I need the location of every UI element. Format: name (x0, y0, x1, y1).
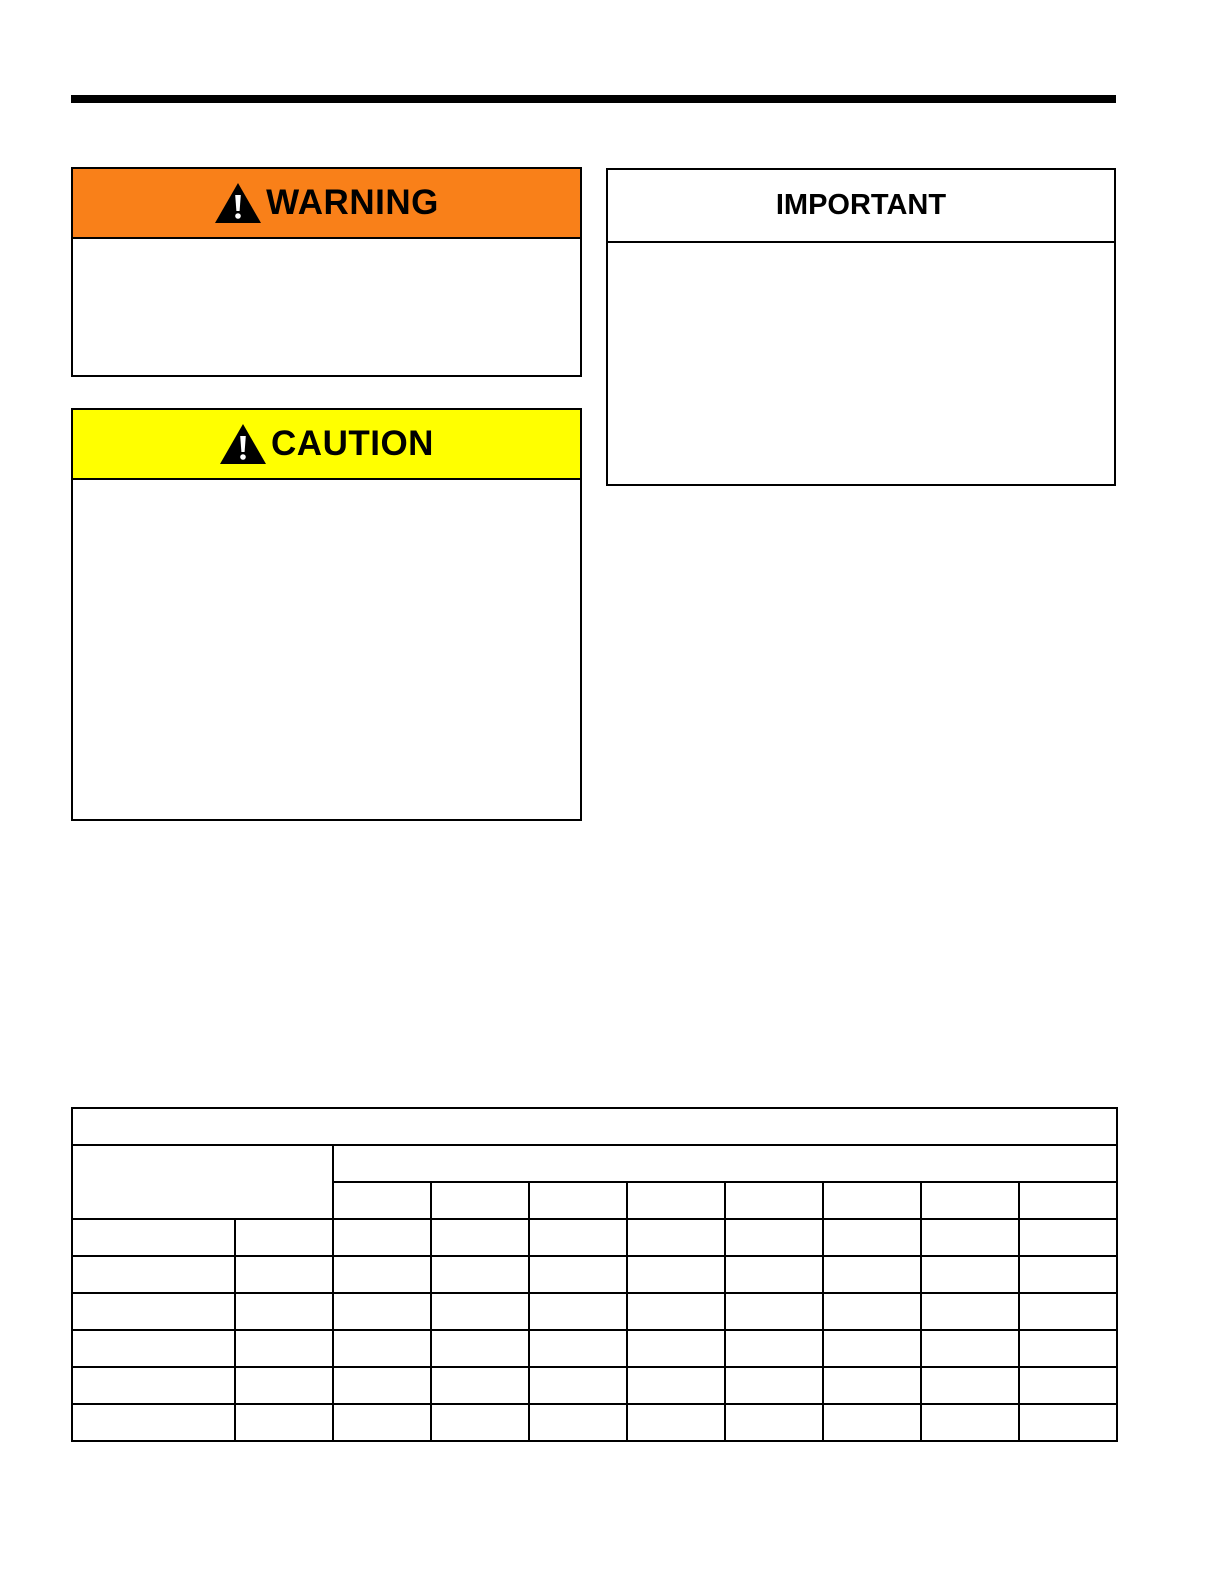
table-cell (72, 1293, 235, 1330)
warning-box (71, 167, 582, 377)
table-row (72, 1367, 1117, 1404)
table-cell (921, 1256, 1019, 1293)
table-cell (431, 1404, 529, 1441)
table-subheader-cell (823, 1182, 921, 1219)
caution-box (71, 408, 582, 821)
table-cell (921, 1367, 1019, 1404)
table-cell (823, 1367, 921, 1404)
table-subheader-cell (333, 1182, 431, 1219)
table-subheader-cell (921, 1182, 1019, 1219)
warning-header (73, 169, 580, 239)
table-cell (333, 1404, 431, 1441)
table-cell (529, 1219, 627, 1256)
table-cell (72, 1219, 235, 1256)
table-cell (1019, 1293, 1117, 1330)
table-cell (725, 1219, 823, 1256)
table-cell (529, 1293, 627, 1330)
table-cell (235, 1367, 333, 1404)
table-cell (333, 1256, 431, 1293)
table-cell (431, 1293, 529, 1330)
table-cell (725, 1404, 823, 1441)
table-subheader-cell (1019, 1182, 1117, 1219)
table-header-row (72, 1145, 1117, 1182)
table-subheader-cell (725, 1182, 823, 1219)
caution-title: CAUTION (271, 424, 434, 463)
table-cell (823, 1219, 921, 1256)
top-rule (71, 95, 1116, 103)
table-cell (627, 1404, 725, 1441)
caution-triangle-icon (219, 423, 267, 465)
table-cell (72, 1330, 235, 1367)
table-cell (823, 1256, 921, 1293)
table-cell (333, 1367, 431, 1404)
table-cell (725, 1330, 823, 1367)
table-cell (235, 1330, 333, 1367)
table-cell (1019, 1330, 1117, 1367)
table-row (72, 1404, 1117, 1441)
table-cell (1019, 1256, 1117, 1293)
spec-table-body (72, 1108, 1117, 1441)
table-cell (627, 1293, 725, 1330)
table-cell (921, 1293, 1019, 1330)
table-cell (627, 1219, 725, 1256)
table-row (72, 1219, 1117, 1256)
table-cell (431, 1330, 529, 1367)
table-cell (823, 1293, 921, 1330)
table-cell (1019, 1404, 1117, 1441)
table-cell (333, 1219, 431, 1256)
caution-header (73, 410, 580, 480)
table-cell (627, 1330, 725, 1367)
table-cell (725, 1256, 823, 1293)
table-cell (235, 1256, 333, 1293)
table-cell (333, 1330, 431, 1367)
table-cell (921, 1404, 1019, 1441)
table-cell (431, 1367, 529, 1404)
table-cell (529, 1256, 627, 1293)
table-cell (529, 1330, 627, 1367)
table-cell (529, 1404, 627, 1441)
table-cell (823, 1404, 921, 1441)
spec-table (71, 1107, 1118, 1442)
table-cell (431, 1256, 529, 1293)
table-group-header-cell (333, 1145, 1117, 1182)
table-cell (921, 1330, 1019, 1367)
table-cell (431, 1219, 529, 1256)
table-cell (235, 1293, 333, 1330)
table-cell (235, 1404, 333, 1441)
table-subheader-cell (627, 1182, 725, 1219)
table-cell (72, 1256, 235, 1293)
table-cell (627, 1367, 725, 1404)
table-cell (333, 1293, 431, 1330)
important-title: IMPORTANT (775, 189, 947, 221)
table-cell (1019, 1219, 1117, 1256)
table-title-cell (72, 1108, 1117, 1145)
table-cell (529, 1367, 627, 1404)
table-title-row (72, 1108, 1117, 1145)
table-cell (725, 1367, 823, 1404)
important-box (606, 168, 1116, 486)
important-header (608, 170, 1114, 243)
warning-triangle-icon (214, 182, 262, 224)
table-corner-cell (72, 1145, 333, 1219)
table-cell (1019, 1367, 1117, 1404)
table-cell (725, 1293, 823, 1330)
table-cell (235, 1219, 333, 1256)
table-cell (627, 1256, 725, 1293)
table-subheader-cell (431, 1182, 529, 1219)
table-cell (72, 1367, 235, 1404)
table-subheader-cell (529, 1182, 627, 1219)
table-cell (72, 1404, 235, 1441)
table-row (72, 1293, 1117, 1330)
warning-title: WARNING (266, 183, 439, 222)
table-row (72, 1330, 1117, 1367)
table-cell (921, 1219, 1019, 1256)
table-row (72, 1256, 1117, 1293)
table-cell (823, 1330, 921, 1367)
